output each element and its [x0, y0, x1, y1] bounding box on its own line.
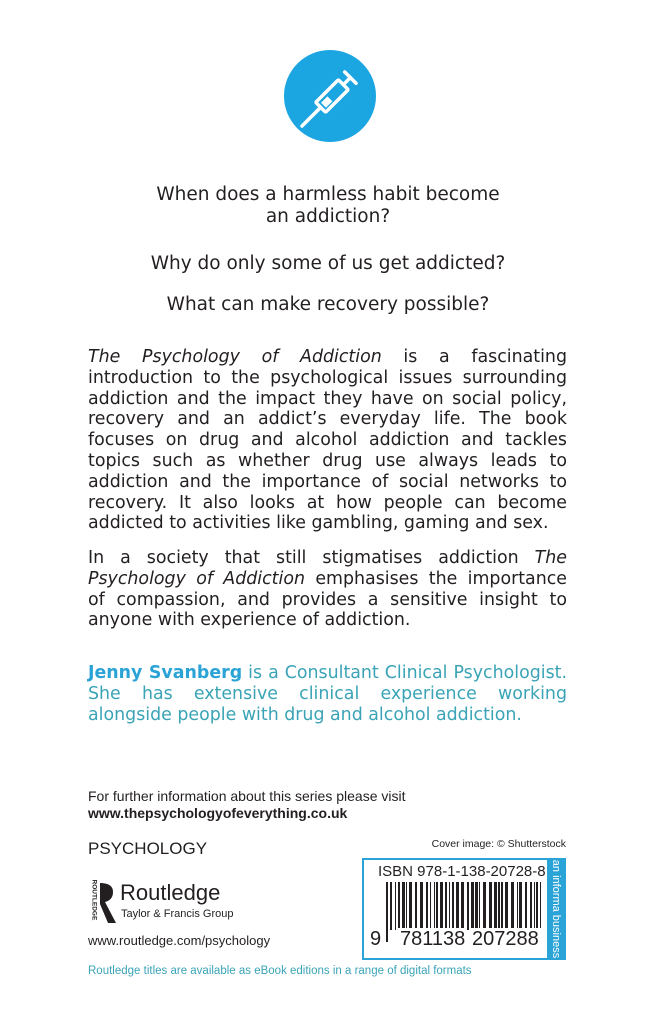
- barcode-bar: [434, 882, 435, 930]
- isbn-barcode: ISBN 978-1-138-20728-8 9 781138 207288 an informa business: [362, 858, 566, 960]
- barcode-bar: [436, 882, 438, 930]
- cover-credit: Cover image: © Shutterstock: [431, 838, 566, 850]
- barcode-bar: [386, 882, 388, 942]
- question-3: What can make recovery possible?: [166, 294, 490, 315]
- book-title: The Psychology of Addiction: [88, 347, 382, 367]
- publisher-url[interactable]: www.routledge.com/psychology: [88, 933, 271, 948]
- series-url[interactable]: www.thepsychologyofeverything.co.uk: [88, 805, 348, 821]
- isbn-text: ISBN 978-1-138-20728-8: [378, 863, 546, 880]
- barcode-bar: [415, 882, 417, 930]
- barcode-bar: [498, 882, 500, 930]
- barcode-bar: [536, 882, 538, 930]
- description-paragraph-2: In a society that still stigmatises addiction The Psychology of Addiction emphasises the importance of compassion, and provides a sensitive insight to anyone with experience of addiction.: [88, 548, 567, 631]
- barcode-bar: [494, 882, 497, 930]
- routledge-logo: ROUTLEDGE Routledge Taylor & Francis Group: [88, 880, 248, 926]
- barcode-bar: [475, 882, 478, 930]
- barcode-bar: [489, 882, 492, 930]
- barcode-bar: [445, 882, 447, 930]
- question-2: Why do only some of us get addicted?: [150, 253, 506, 274]
- barcode-bar: [483, 882, 486, 930]
- barcode-bar: [501, 882, 503, 930]
- barcode-bar: [467, 882, 469, 930]
- series-info: For further information about this series please visit www.thepsychologyofeverything.co.uk: [88, 788, 406, 821]
- author-name: Jenny Svanberg: [88, 663, 243, 683]
- question-1: When does a harmless habit become an addiction?: [156, 184, 500, 227]
- barcode-bar: [461, 882, 464, 930]
- barcode-bar: [479, 882, 480, 930]
- barcode-bar: [395, 882, 396, 930]
- barcode-bar: [452, 882, 454, 930]
- barcode-bar: [517, 882, 518, 930]
- description-paragraph-1: The Psychology of Addiction is a fascinating introduction to the psychological issues surrounding addiction and the impact they have on social policy, recovery and an addict’s everyday life. The book focuses on drug and alcohol addiction and tackles topics such as whether drug use always leads to addiction and the importance of social networks to recovery. It also looks at how people can become addicted to activities like gambling, gaming and sex.: [88, 347, 567, 534]
- barcode-bar: [430, 882, 431, 930]
- barcode-bar: [471, 882, 474, 930]
- barcode-bar: [456, 882, 459, 930]
- barcode-bar: [511, 882, 514, 930]
- barcode-bar: [402, 882, 405, 930]
- informa-label: an informa business: [547, 860, 564, 958]
- barcode-bar: [398, 882, 400, 930]
- author-bio: Jenny Svanberg is a Consultant Clinical Psychologist. She has extensive clinical experience working alongside people with drug and alcohol addiction.: [88, 663, 567, 725]
- ebook-notice: Routledge titles are available as eBook editions in a range of digital formats: [88, 965, 472, 977]
- routledge-r-icon: [99, 882, 117, 924]
- barcode-bar: [534, 882, 535, 930]
- barcode-bar: [426, 882, 428, 930]
- barcode-bar: [525, 882, 527, 930]
- barcode-bar: [409, 882, 412, 930]
- barcode-bar: [390, 882, 392, 930]
- barcode-bar: [420, 882, 423, 930]
- barcode-bar: [519, 882, 522, 930]
- barcode-bar: [440, 882, 443, 930]
- barcode-bar: [505, 882, 508, 930]
- barcode-bar: [449, 882, 450, 930]
- category-label: PSYCHOLOGY: [88, 839, 208, 858]
- barcode-bar: [530, 882, 532, 930]
- barcode-bar: [406, 882, 407, 930]
- syringe-icon: [284, 50, 376, 142]
